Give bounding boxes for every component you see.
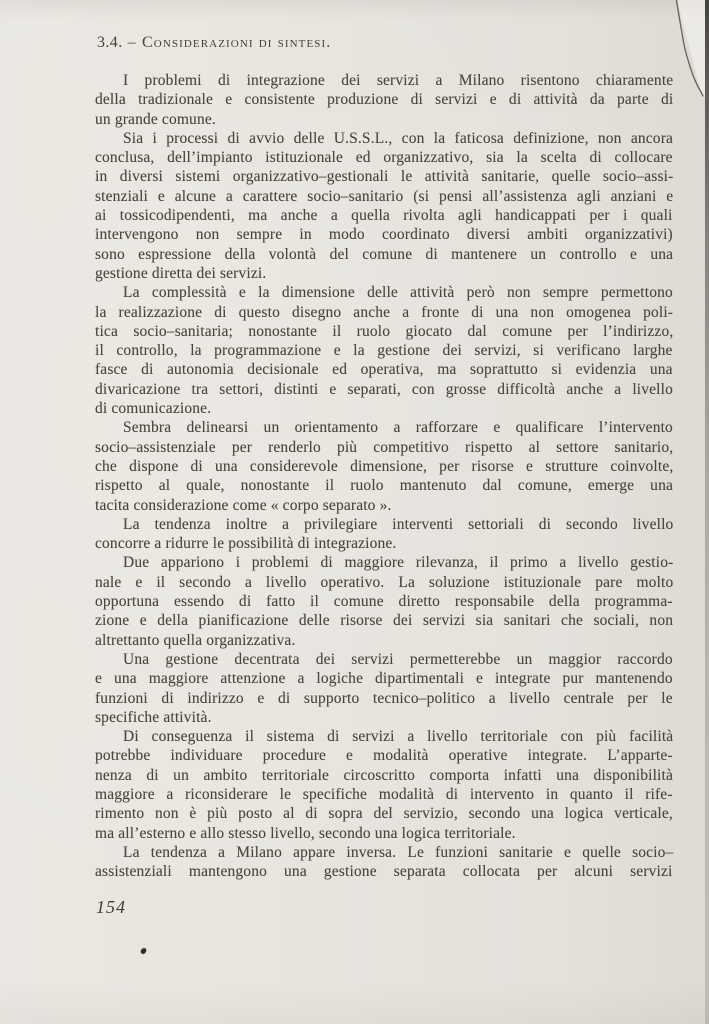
text-line: specifiche attività.: [95, 708, 212, 726]
text-line: nenza di un ambito territoriale circoscritto comporta infatti una disponibilità: [95, 766, 673, 784]
header-dash: –: [127, 34, 137, 51]
text-line: sono espressione della volontà del comune di mantenere un controllo e una: [95, 245, 674, 263]
text-line: il controllo, la programmazione e la gestione dei servizi, si verificano larghe: [95, 342, 673, 360]
text-line: in diversi sistemi organizzativo–gestionali le attività sanitarie, quelle socio–assi-: [95, 168, 674, 186]
text-line: rispetto al quale, nonostante il ruolo mantenuto dal comune, emerge una: [95, 477, 674, 495]
page-number: 154: [96, 897, 126, 917]
ink-speck: [140, 947, 147, 955]
section-header: [97, 34, 331, 52]
text-line: Una gestione decentrata dei servizi permetterebbe un maggior raccordo: [123, 650, 673, 668]
text-line: di comunicazione.: [95, 400, 212, 418]
text-line: socio–assistenziale per renderlo più competitivo rispetto al settore sanitario,: [95, 438, 674, 456]
text-line: La complessità e la dimensione delle attività però non sempre permettono: [123, 284, 673, 302]
text-line: e una maggiore attenzione a logiche dipartimentali e integrate pur mantenendo: [95, 670, 673, 688]
text-line: Due appariono i problemi di maggiore rilevanza, il primo a livello gestio-: [123, 554, 674, 572]
text-line: rimento non è più posto al di sopra del servizio, secondo una logica verticale,: [95, 805, 673, 823]
text-line: La tendenza inoltre a privilegiare interventi settoriali di secondo livello: [123, 515, 674, 533]
text-line: della tradizionale e consistente produzione di servizi e di attività da parte di: [95, 91, 674, 109]
text-line: ai tossicodipendenti, ma anche a quella rivolta agli handicappati per i quali: [95, 207, 673, 225]
text-line: un grande comune.: [95, 110, 216, 128]
text-line: Di conseguenza il sistema di servizi a livello territoriale con più facilità: [123, 728, 674, 746]
text-line: Sembra delinearsi un orientamento a rafforzare e qualificare l’intervento: [123, 419, 673, 437]
text-line: La tendenza a Milano appare inversa. Le funzioni sanitarie e quelle socio–: [123, 843, 674, 861]
text-line: fasce di autonomia decisionale ed operativa, ma soprattutto si evidenzia una: [95, 361, 673, 379]
text-line: ma all’esterno e allo stesso livello, secondo una logica territoriale.: [95, 824, 516, 842]
text-line: conclusa, dell’impianto istituzionale ed organizzativo, sia la scelta di collocare: [95, 149, 673, 167]
section-number: 3.4.: [97, 34, 123, 51]
text-line: stenziali e alcune a carattere socio–sanitario (si pensi all’assistenza agli anziani e: [95, 187, 674, 205]
text-line: nale e il secondo a livello operativo. La soluzione istituzionale pare molto: [95, 573, 674, 591]
text-line: assistenziali mantengono una gestione separata collocata per alcuni servizi: [95, 863, 673, 881]
text-line: concorre a ridurre le possibilità di integrazione.: [95, 535, 397, 553]
text-line: tacita considerazione come « corpo separato ».: [95, 496, 392, 514]
text-line: divaricazione tra settori, distinti e separati, con grosse difficoltà anche a livello: [95, 380, 673, 398]
text-line: che dispone di una considerevole dimensione, per risorse e strutture coinvolte,: [95, 457, 674, 475]
text-line: funzioni di indirizzo e di supporto tecnico–politico a livello centrale per le: [95, 689, 673, 707]
text-line: opportuna essendo di fatto il comune diretto responsabile della programma-: [95, 593, 673, 611]
text-block: [95, 71, 673, 881]
text-line: tica socio–sanitaria; nonostante il ruolo giocato dal comune per l’indirizzo,: [95, 322, 674, 340]
text-line: I problemi di integrazione dei servizi a Milano risentono chiaramente: [123, 72, 674, 89]
text-line: maggiore a riconsiderare le specifiche modalità di intervento in quanto il rife-: [95, 785, 673, 803]
text-line: gestione diretta dei servizi.: [95, 264, 267, 282]
text-line: altrettanto quella organizzativa.: [95, 631, 296, 649]
text-line: zione e della pianificazione delle risorse dei servizi sia sanitari che sociali, non: [95, 612, 674, 630]
text-line: intervengono non sempre in modo coordinato diversi ambiti organizzativi): [95, 226, 673, 244]
text-line: potrebbe individuare procedure e modalità operative integrate. L’apparte-: [95, 747, 673, 765]
text-line: Sia i processi di avvio delle U.S.S.L., con la faticosa definizione, non ancora: [123, 129, 674, 147]
text-line: la realizzazione di questo disegno anche a fronte di una non omogenea poli-: [95, 303, 674, 321]
scan-edge-shadow: [705, 0, 709, 1024]
section-title: Considerazioni di sintesi.: [142, 34, 332, 51]
